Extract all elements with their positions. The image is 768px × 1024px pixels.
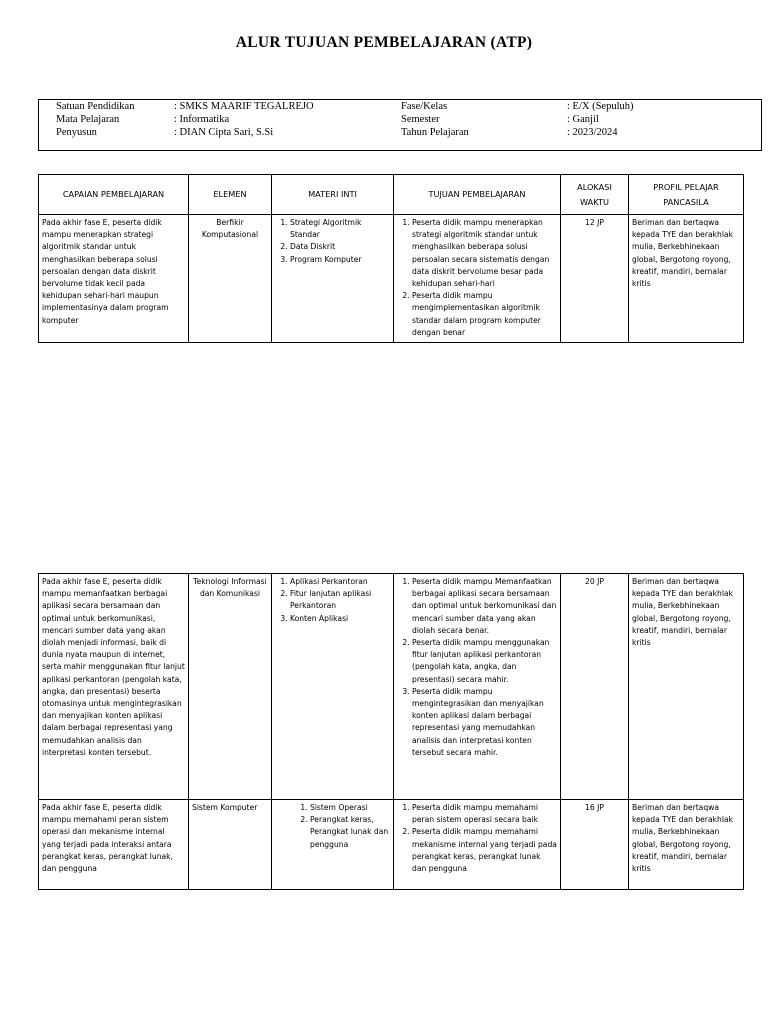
table-header-row [39,175,744,215]
cell-tujuan [394,574,561,800]
header-profil: PROFIL PELAJAR PANCASILA [629,175,744,215]
info-value: : DIAN Cipta Sari, S.Si [174,127,274,138]
cell-materi [272,574,394,800]
cell-alokasi: 16 JP [561,800,629,890]
info-label: Penyusun [56,127,97,138]
table-row [39,574,744,800]
page-title: ALUR TUJUAN PEMBELAJARAN (ATP) [235,34,533,51]
info-label: Tahun Pelajaran [401,127,469,138]
list-item: 1. Peserta didik mampu memahami peran sistem operasi secara baik [412,802,557,826]
header-capaian: CAPAIAN PEMBELAJARAN [39,175,189,215]
atp-table-page-2 [38,573,744,890]
list-item: 2. Peserta didik mampu menggunakan fitur lanjutan aplikasi perkantoran (pengolah kata, angka, dan presentasi) secara mahir. [412,637,557,686]
cell-profil: Beriman dan bertaqwa kepada TYE dan berakhlak mulia, Berkebhinekaan global, Bergotong royong, kreatif, mandiri, bernalar kritis [629,800,744,890]
list-item: 3. Konten Aplikasi [290,613,390,625]
info-label: Semester [401,114,440,125]
info-value: : Ganjil [567,114,599,125]
cell-capaian: Pada akhir fase E, peserta didik mampu menerapkan strategi algoritmik standar untuk menghasilkan beberapa solusi persoalan dengan data diskrit bervolume tidak kecil pada kehidupan sehari-hari maupun implementasinya dalam program komputer [39,215,189,343]
header-alokasi: ALOKASI WAKTU [561,175,629,215]
info-row [39,127,761,140]
cell-materi [272,800,394,890]
list-item: 1. Sistem Operasi [310,802,390,814]
table-row [39,800,744,890]
list-item: 2. Peserta didik mampu memahami mekanisme internal yang terjadi pada perangkat keras, perangkat lunak dan pengguna [412,826,557,875]
info-value: : 2023/2024 [567,127,618,138]
list-item: 1. Strategi Algoritmik Standar [290,217,390,241]
cell-tujuan [394,800,561,890]
info-row [39,114,761,127]
header-tujuan: TUJUAN PEMBELAJARAN [394,175,561,215]
info-value: : E/X (Sepuluh) [567,101,634,112]
cell-elemen: Berfikir Komputasional [189,215,272,343]
cell-alokasi: 12 JP [561,215,629,343]
list-item: 3. Program Komputer [290,254,390,266]
list-item: 1. Peserta didik mampu menerapkan strategi algoritmik standar untuk menghasilkan beberapa solusi persoalan secara sistematis dengan data diskrit bervolume besar pada kehidupan sehari-hari [412,217,557,290]
header-elemen: ELEMEN [189,175,272,215]
atp-table-page-1 [38,174,744,343]
cell-profil: Beriman dan bertaqwa kepada TYE dan berakhlak mulia, Berkebhinekaan global, Bergotong royong, kreatif, mandiri, bernalar kritis [629,574,744,800]
cell-profil: Beriman dan bertaqwa kepada TYE dan berakhlak mulia, Berkebhinekaan global, Bergotong royong, kreatif, mandiri, bernalar kritis [629,215,744,343]
header-materi: MATERI INTI [272,175,394,215]
info-value: : SMKS MAARIF TEGALREJO [174,101,314,112]
list-item: 1. Peserta didik mampu Memanfaatkan berbagai aplikasi secara bersamaan dan optimal untuk berkomunikasi dan mencari sumber data yang akan diolah secara benar. [412,576,557,637]
table-row [39,215,744,343]
cell-alokasi: 20 JP [561,574,629,800]
cell-elemen: Sistem Komputer [189,800,272,890]
info-label: Satuan Pendidikan [56,101,135,112]
info-value: : Informatika [174,114,230,125]
cell-capaian: Pada akhir fase E, peserta didik mampu memahami peran sistem operasi dan mekanisme internal yang terjadi pada interaksi antara perangkat keras, perangkat lunak, dan pengguna [39,800,189,890]
cell-capaian: Pada akhir fase E, peserta didik mampu memanfaatkan berbagai aplikasi secara bersamaan dan optimal untuk berkomunikasi, mencari sumber data yang akan diolah menjadi informasi, baik di dunia nyata maupun di internet, serta mahir menggunakan fitur lanjut aplikasi perkantoran (pengolah kata, angka, dan presentasi) beserta otomasinya untuk mengintegrasikan dan menyajikan konten aplikasi dalam berbagai representasi yang memudahkan analisis dan interpretasi konten tersebut. [39,574,189,800]
cell-tujuan [394,215,561,343]
list-item: 2. Peserta didik mampu mengimplementasikan algoritmik standar dalam program komputer dengan benar [412,290,557,339]
info-label: Mata Pelajaran [56,114,120,125]
list-item: 2. Fitur lanjutan aplikasi Perkantoran [290,588,390,612]
list-item: 2. Perangkat keras, Perangkat lunak dan pengguna [310,814,390,851]
cell-elemen: Teknologi Informasi dan Komunikasi [189,574,272,800]
list-item: 3. Peserta didik mampu mengintegrasikan dan menyajikan konten aplikasi dalam berbagai representasi yang memudahkan analisis dan interpretasi konten tersebut secara mahir. [412,686,557,759]
list-item: 2. Data Diskrit [290,241,390,253]
list-item: 1. Aplikasi Perkantoran [290,576,390,588]
info-label: Fase/Kelas [401,101,448,112]
identity-box [38,99,762,151]
info-row [39,101,761,114]
cell-materi [272,215,394,343]
